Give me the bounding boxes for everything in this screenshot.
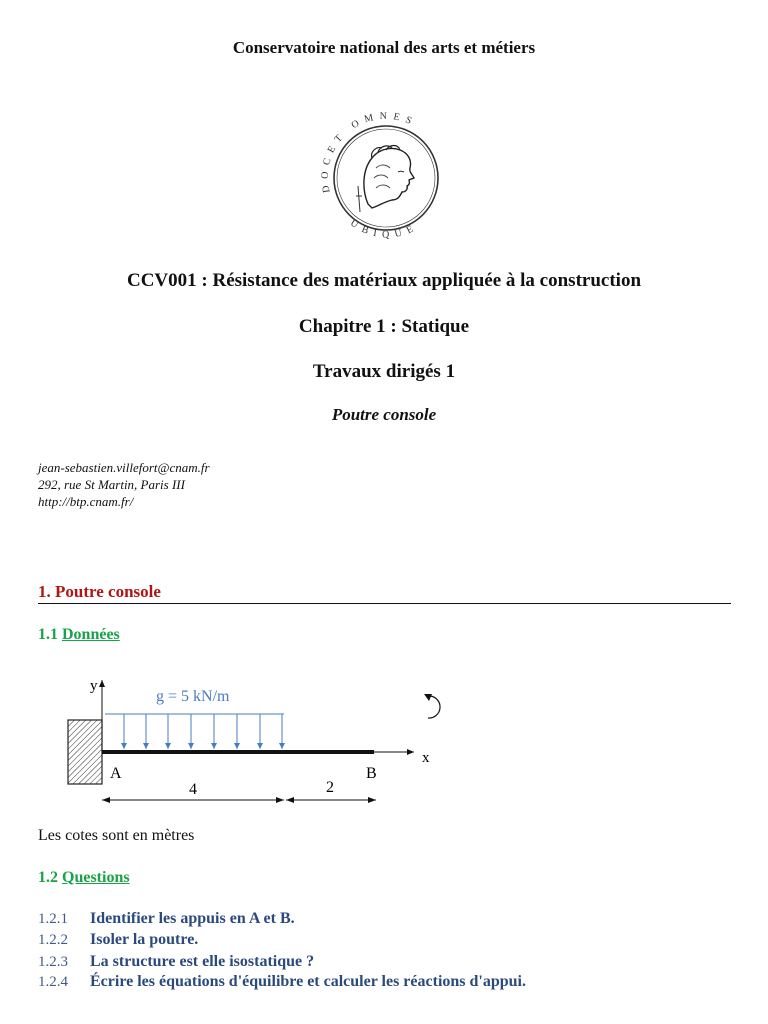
subsection-donnees — [38, 626, 120, 644]
point-a-label: A — [110, 765, 122, 782]
rotation-convention-icon — [428, 696, 440, 718]
svg-text:UBIQUE: UBIQUE — [348, 217, 421, 241]
question-text: La structure est elle isostatique ? — [90, 953, 315, 970]
subsection-number: 1.2 — [38, 869, 58, 886]
course-title: CCV001 : Résistance des matériaux appliquée à la construction — [126, 270, 642, 291]
dimension-b-label: 2 — [326, 779, 334, 796]
subsection-label: Données — [62, 626, 120, 643]
subsection-number: 1.1 — [38, 626, 58, 643]
cnam-seal-logo — [320, 112, 452, 244]
subsection-questions — [38, 869, 130, 887]
question-text: Isoler la poutre. — [90, 931, 199, 948]
section-divider — [38, 603, 731, 604]
x-axis-label: x — [422, 750, 430, 766]
question-number: 1.2.1 — [38, 911, 68, 927]
question-number: 1.2.4 — [38, 974, 68, 990]
subsection-label: Questions — [62, 869, 130, 886]
chapter-title: Chapitre 1 : Statique — [298, 316, 470, 337]
y-axis-label: y — [90, 678, 98, 694]
wall-support — [68, 720, 102, 784]
dimension-ab-label: 4 — [189, 781, 197, 798]
question-number: 1.2.2 — [38, 932, 68, 948]
question-text: Écrire les équations d'équilibre et calculer les réactions d'appui. — [90, 973, 526, 990]
contact-website[interactable]: http://btp.cnam.fr/ — [38, 494, 134, 509]
load-label: g = 5 kN/m — [156, 688, 230, 705]
question-item — [38, 931, 198, 949]
units-note: Les cotes sont en mètres — [38, 827, 195, 844]
question-item — [38, 953, 314, 971]
question-text: Identifier les appuis en A et B. — [90, 910, 295, 927]
beam-diagram — [60, 672, 460, 812]
point-b-label: B — [366, 765, 377, 782]
section-heading: 1. Poutre console — [38, 582, 161, 601]
svg-text:DOCET OMNES: DOCET OMNES — [320, 112, 419, 194]
load-arrows — [124, 714, 282, 749]
institution-name: Conservatoire national des arts et métiers — [232, 38, 536, 57]
document-subtitle: Poutre console — [331, 405, 437, 424]
question-number: 1.2.3 — [38, 954, 68, 970]
tutorial-title: Travaux dirigés 1 — [312, 361, 456, 382]
question-item — [38, 973, 526, 991]
contact-address: 292, rue St Martin, Paris III — [38, 477, 185, 492]
question-item — [38, 910, 295, 928]
contact-email[interactable]: jean-sebastien.villefort@cnam.fr — [38, 460, 210, 475]
